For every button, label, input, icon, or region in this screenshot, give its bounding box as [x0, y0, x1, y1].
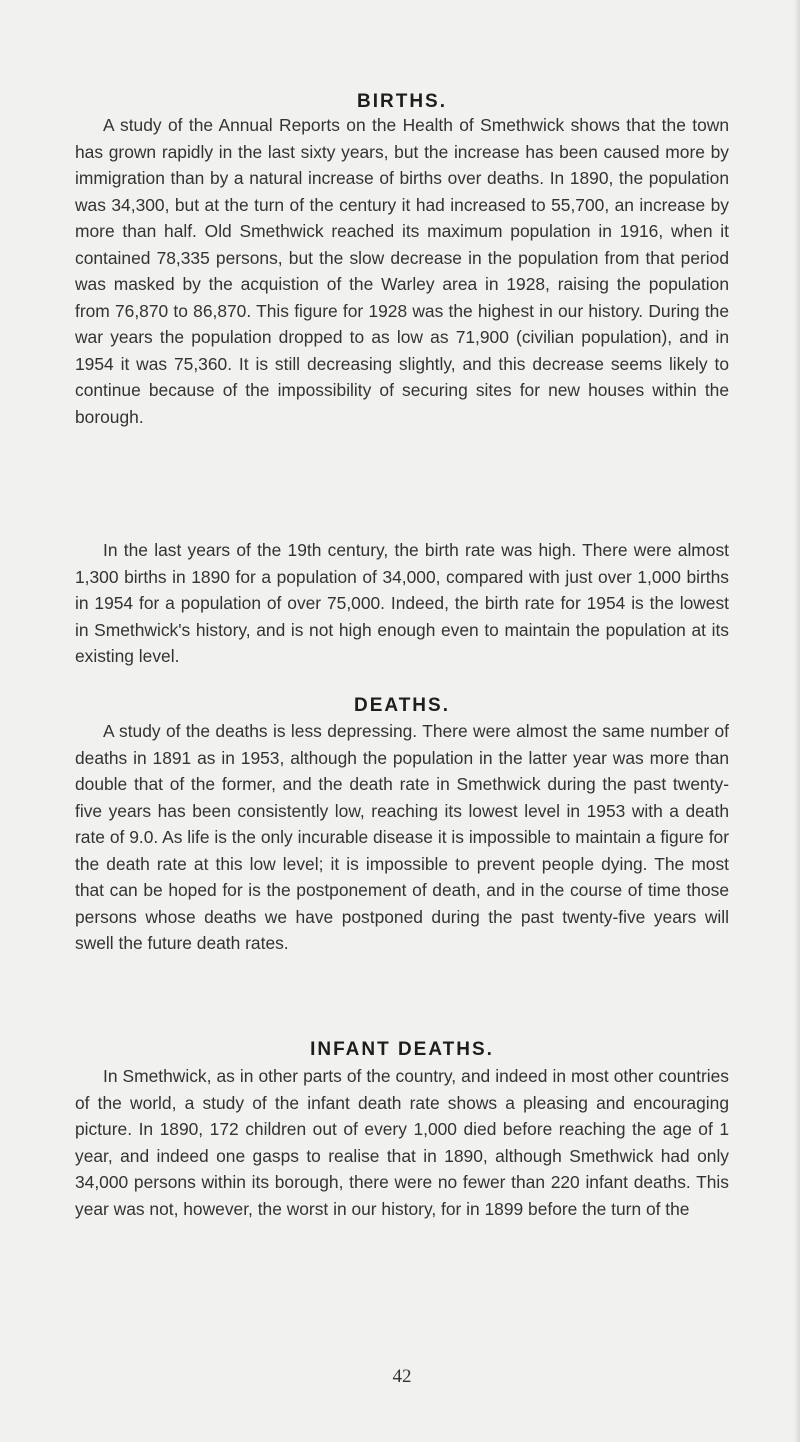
page-number: 42 — [392, 1366, 412, 1387]
births-paragraph-1: A study of the Annual Reports on the Health of Smethwick shows that the town has grown rapidly in the last sixty years, but the increase has been caused more by immigration than by a natural increase of births over deaths. In 1890, the population was 34,300, but at the turn of the century it had increased to 55,700, an increase by more than half. Old Smethwick reached its maximum population in 1916, when it contained 78,335 persons, but the slow decrease in the population from that period was masked by the acquistion of the Warley area in 1928, raising the population from 76,870 to 86,870. This figure for 1928 was the highest in our history. During the war years the population dropped to as low as 71,900 (civilian population), and in 1954 it was 75,360. It is still decreasing slightly, and this decrease seems likely to continue because of the impossibility of securing sites for new houses within the borough. — [75, 115, 729, 427]
infant-deaths-paragraph-1: In Smethwick, as in other parts of the country, and indeed in most other countries of the world, a study of the infant death rate shows a pleasing and encouraging picture. In 1890, 172 children out of every 1,000 died before reaching the age of 1 year, and indeed one gasps to realise that in 1890, although Smethwick had only 34,000 persons within its borough, there were no fewer than 220 infant deaths. This year was not, however, the worst in our history, for in 1899 before the turn of the — [75, 1066, 729, 1219]
section-heading-births: BIRTHS. — [357, 91, 447, 112]
section-heading-infant-deaths: INFANT DEATHS. — [310, 1039, 494, 1060]
section-heading-deaths: DEATHS. — [354, 695, 450, 716]
page-edge-shadow — [794, 0, 800, 1442]
births-paragraph-2: In the last years of the 19th century, the birth rate was high. There were almost 1,300 births in 1890 for a population of 34,000, compared with just over 1,000 births in 1954 for a population of over 75,000. Indeed, the birth rate for 1954 is the lowest in Smethwick's history, and is not high enough even to maintain the population at its existing level. — [75, 540, 729, 666]
deaths-paragraph-1: A study of the deaths is less depressing. There were almost the same number of deaths in 1891 as in 1953, although the population in the latter year was more than double that of the former, and the death rate in Smethwick during the past twenty-five years has been consistently low, reaching its lowest level in 1953 with a death rate of 9.0. As life is the only incurable disease it is impossible to maintain a figure for the death rate at this low level; it is impossible to prevent people dying. The most that can be hoped for is the postponement of death, and in the course of time those persons whose deaths we have postponed during the past twenty-five years will swell the future death rates. — [75, 721, 729, 953]
